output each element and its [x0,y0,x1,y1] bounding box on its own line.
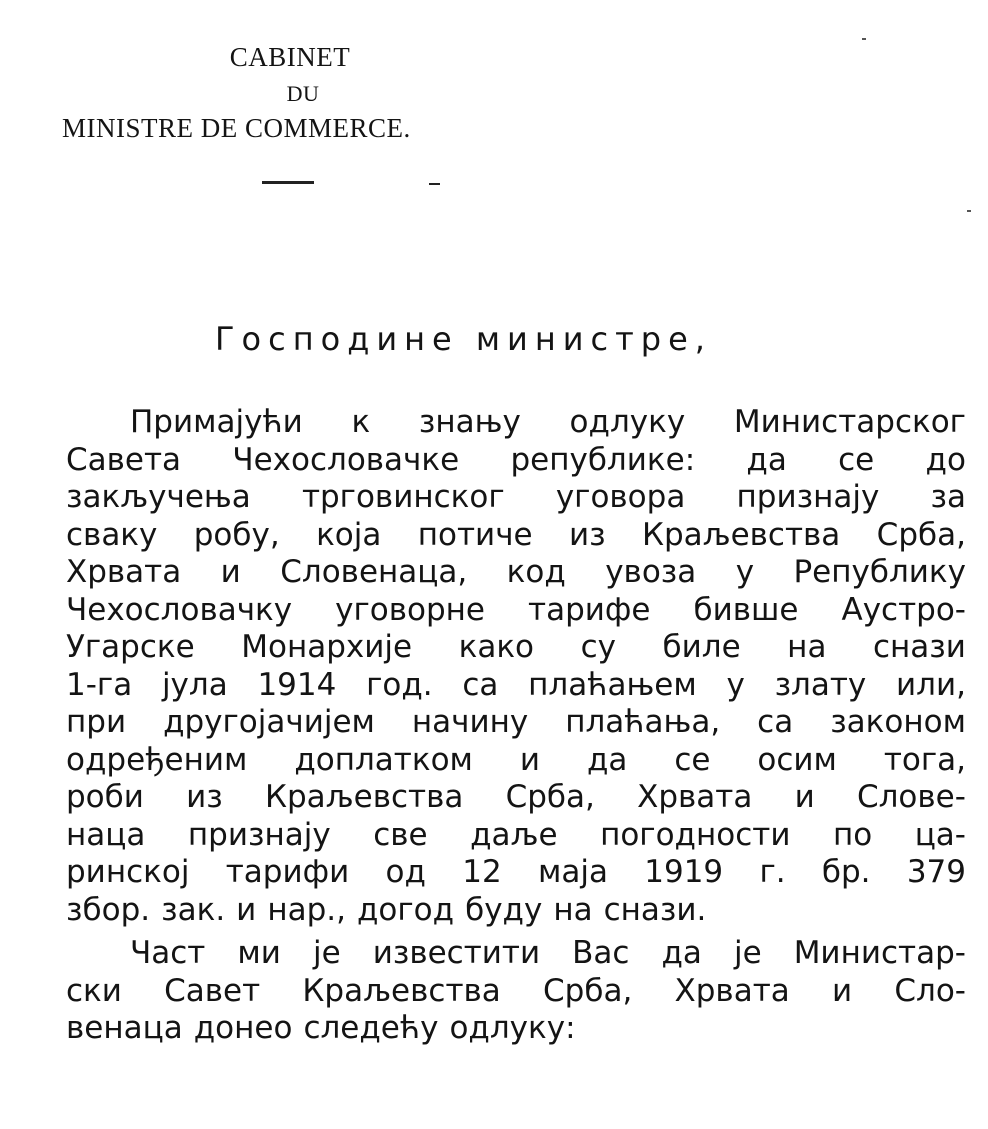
word: ринској [66,854,190,890]
text-line [66,517,966,555]
word: са [462,666,499,703]
paragraph-1 [66,404,966,929]
word: до [925,441,966,478]
word: за [930,479,966,515]
text-line [66,592,966,630]
word: буду [465,891,543,928]
word: погодности [600,816,791,853]
word: г. [759,854,786,890]
letter-body [66,404,966,1048]
word: трговинског [301,479,505,515]
word: Сло- [894,972,966,1009]
print-speck [862,38,866,40]
word: се [838,441,875,478]
word: од [385,854,426,890]
word: Срба, [543,972,633,1009]
word: Монархије [241,629,413,665]
word: тога, [883,741,966,778]
word: да [746,441,787,478]
word: по [832,816,873,853]
word: су [580,629,616,665]
word: робу, [193,516,280,553]
word: се [674,741,711,778]
word: биле [662,629,741,665]
word: републике: [510,441,696,478]
word: Хрвата [637,779,753,815]
word: при [66,704,127,740]
word: која [316,516,382,553]
word: зак. [161,891,226,928]
word: известити [372,935,541,971]
word: роби [66,779,144,815]
letterhead-rule [262,181,314,184]
word: плаћања, [565,704,721,740]
word: к [351,404,371,440]
word: осим [757,741,837,778]
word: знању [418,404,521,440]
word: потиче [417,516,533,553]
word: снази. [603,891,707,928]
word: Хрвата [674,972,790,1009]
text-line [66,817,966,855]
text-line [66,442,966,480]
word: и [220,554,241,590]
word: Чехословачку [66,591,293,628]
word: Савет [164,972,261,1009]
letterhead-rule-dash [429,183,440,185]
word: ски [66,972,122,1009]
word: доплатком [294,741,473,778]
word: другојачијем [163,704,375,740]
word: Срба, [876,516,966,553]
word: Министар- [793,935,966,971]
word: на [553,891,593,928]
text-line [66,554,966,592]
text-line [66,973,966,1011]
word: одлуку: [449,1010,576,1046]
text-line [66,704,966,742]
word: Примајући [130,404,303,440]
word: и [236,891,257,928]
word: венаца [66,1010,183,1046]
word: је [312,935,341,971]
word: 379 [906,854,966,890]
text-line [66,479,966,517]
letterhead-line-du: DU [286,81,320,106]
word: донео [193,1010,293,1046]
word: тарифи [225,854,350,890]
word: уговора [555,479,686,515]
word: Аустро- [841,591,966,628]
text-line [66,667,966,705]
paragraph-2 [66,935,966,1048]
word: ца- [914,816,966,853]
word: ми [237,935,281,971]
word: маја [537,854,608,890]
letterhead [62,44,522,142]
word: 12 [462,854,502,890]
word: да [586,741,628,778]
word: све [373,816,428,853]
word: плаћањем [528,666,697,703]
word: јула [161,666,228,703]
word: у [726,666,745,703]
text-line [66,629,966,667]
print-speck [967,210,971,212]
word: Министарског [733,404,966,440]
word: снази [872,629,966,665]
word: и [794,779,815,815]
salutation: Господине министре, [215,320,712,358]
word: год. [366,666,433,703]
text-line [66,935,966,973]
word: Чехословачке [232,441,460,478]
word: Угарске [66,629,195,665]
word: даље [470,816,558,853]
word: у [735,554,755,590]
word: закључења [66,479,251,515]
word: је [733,935,762,971]
word: Краљевства [265,779,464,815]
word: одређеним [66,741,248,778]
text-line [66,742,966,780]
word: бивше [693,591,799,628]
word: из [186,779,223,815]
word: 1914 [257,666,337,703]
word: сваку [66,516,158,553]
word: 1-га [66,666,133,703]
word: збор. [66,891,151,928]
text-line [66,1010,966,1048]
word: Републику [793,554,966,590]
text-line [66,854,966,892]
word: да [661,935,702,971]
letterhead-line-cabinet: CABINET [229,42,351,72]
word: Краљевства [641,516,841,553]
word: Хрвата [66,554,182,590]
text-line [66,404,966,442]
word: тарифе [528,591,651,628]
word: Слове- [856,779,966,815]
word: злату [774,666,867,703]
word: и [519,741,541,778]
word: из [568,516,606,553]
word: Савета [66,441,182,478]
word: уговорне [335,591,485,628]
word: бр. [821,854,871,890]
letterhead-line-ministry: MINISTRE DE COMMERCE. [62,113,411,143]
word: одлуку [569,404,686,440]
word: или, [896,666,966,703]
word: признају [187,816,331,853]
word: следећу [303,1010,439,1046]
word: наца [66,816,146,853]
word: признају [736,479,880,515]
word: Словенаца, [280,554,468,590]
word: законом [830,704,966,740]
word: Краљевства [302,972,501,1009]
word: на [787,629,827,665]
word: нар., [267,891,346,928]
word: Срба, [505,779,595,815]
word: са [757,704,794,740]
word: догод [356,891,455,928]
word: код [506,554,566,590]
text-line [66,779,966,817]
text-line [66,892,966,930]
word: и [831,972,853,1009]
word: како [458,629,535,665]
word: Вас [572,935,630,971]
word: увоза [605,554,697,590]
word: Част [130,935,206,971]
word: 1919 [644,854,724,890]
word: начину [411,704,529,740]
